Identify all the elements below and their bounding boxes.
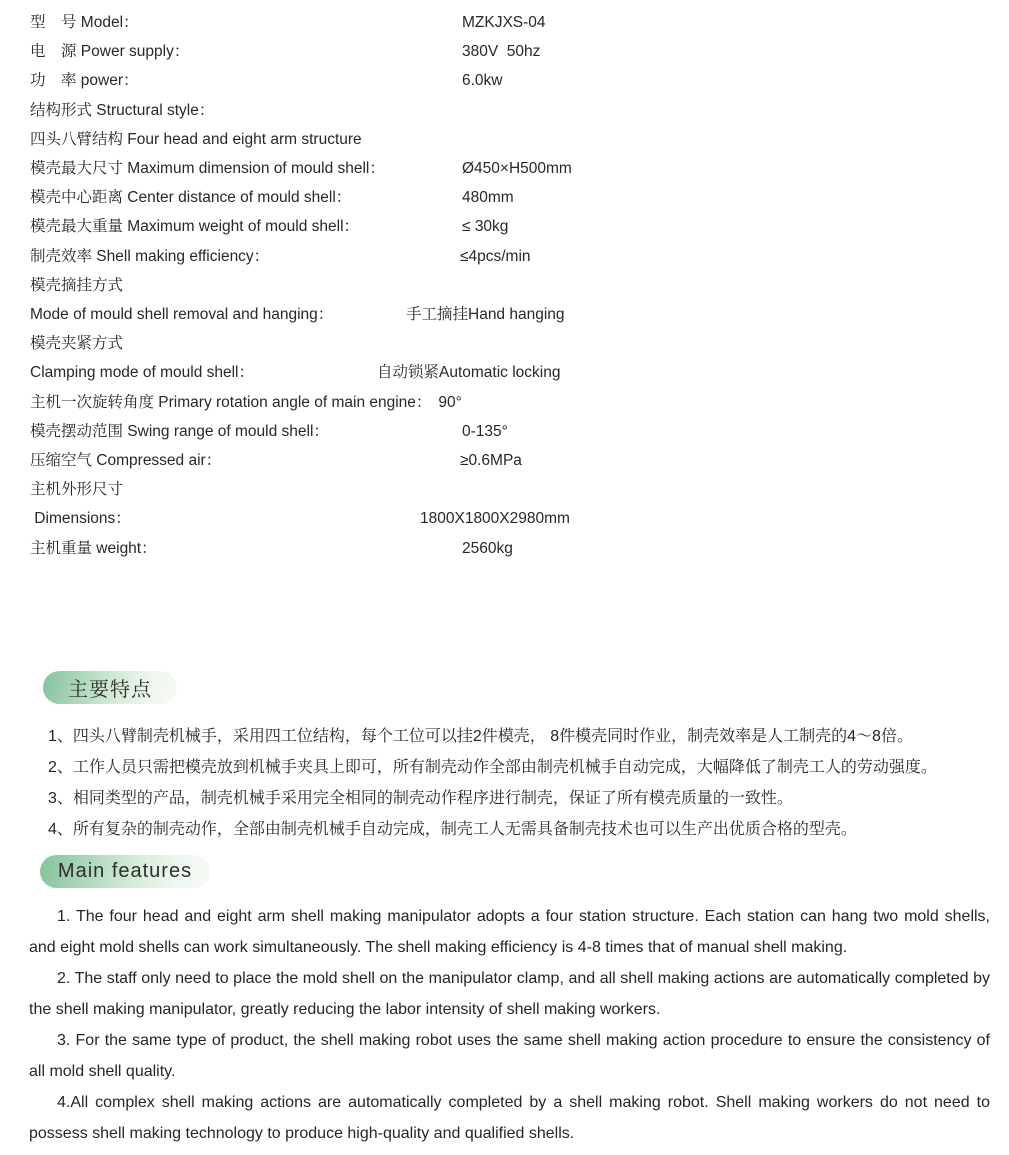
feature-paragraph-en: 1. The four head and eight arm shell making manipulator adopts a four station structure. Each station can hang two mold shells, and eight mold shells can work simultaneously. The shell making efficiency is 4-8 times that of manual shell making.: [29, 908, 990, 956]
spec-row: [0, 504, 1009, 533]
spec-row: [0, 125, 1009, 154]
spec-row: [0, 183, 1009, 212]
spec-label: 四头八臂结构 Four head and eight arm structure: [30, 131, 362, 148]
spec-label: 模壳夹紧方式: [30, 335, 124, 352]
spec-row: [0, 154, 1009, 183]
spec-label: 结构形式 Structural style：: [30, 102, 215, 119]
spec-row: [0, 300, 1009, 329]
spec-row: [0, 37, 1009, 66]
feature-paragraph-en: 3. For the same type of product, the shell making robot uses the same shell making action procedure to ensure the consistency of all mold shell quality.: [29, 1032, 990, 1080]
spec-label: 型 号 Model：: [30, 14, 139, 31]
spec-row: [0, 475, 1009, 504]
spec-label: 主机重量 weight：: [30, 540, 157, 557]
spec-value: ≤ 30kg: [462, 218, 509, 235]
spec-row: [0, 242, 1009, 271]
spec-row: [0, 212, 1009, 241]
section-badge-main-features-en: [40, 855, 210, 888]
spec-row: [0, 417, 1009, 446]
spec-label: 制壳效率 Shell making efficiency：: [30, 248, 270, 265]
feature-item-cn: 2、工作人员只需把模壳放到机械手夹具上即可，所有制壳动作全部由制壳机械手自动完成，大幅降低了制壳工人的劳动强度。: [48, 759, 937, 776]
spec-label: 功 率 power：: [30, 72, 139, 89]
spec-row: [0, 66, 1009, 95]
feature-paragraph-en: 2. The staff only need to place the mold shell on the manipulator clamp, and all shell making actions are automatically completed by the shell making manipulator, greatly reducing the labor intensity of shell making workers.: [29, 970, 990, 1018]
spec-value: 6.0kw: [462, 72, 503, 89]
spec-label: 主机一次旋转角度 Primary rotation angle of main engine： 90°: [30, 394, 462, 411]
section-badge-cn-label: 主要特点: [68, 679, 152, 701]
spec-row: [0, 8, 1009, 37]
spec-row: [0, 534, 1009, 563]
spec-label: 模壳最大尺寸 Maximum dimension of mould shell：: [30, 160, 385, 177]
spec-value: 90°: [438, 394, 462, 411]
spec-label: 模壳摆动范围 Swing range of mould shell：: [30, 423, 329, 440]
spec-label: Mode of mould shell removal and hanging：: [30, 306, 334, 323]
spec-label: 压缩空气 Compressed air：: [30, 452, 222, 469]
section-badge-en-label: Main features: [57, 860, 193, 882]
spec-value: 2560kg: [462, 540, 513, 557]
spec-row: [0, 358, 1009, 387]
feature-paragraph-en: 4.All complex shell making actions are automatically completed by a shell making robot. Shell making workers do not need to possess shell making technology to produce high-quality and qualified shells.: [29, 1094, 990, 1142]
section-badge-main-features-cn: [43, 671, 177, 704]
spec-row: [0, 96, 1009, 125]
spec-label: 电 源 Power supply：: [30, 43, 190, 60]
spec-row: [0, 271, 1009, 300]
spec-value: 1800X1800X2980mm: [420, 510, 570, 527]
spec-label: 模壳中心距离 Center distance of mould shell：: [30, 189, 352, 206]
feature-item-cn: 3、相同类型的产品，制壳机械手采用完全相同的制壳动作程序进行制壳，保证了所有模壳质量的一致性。: [48, 790, 793, 807]
spec-label: Dimensions：: [30, 510, 131, 527]
spec-value: 0-135°: [462, 423, 508, 440]
spec-value: ≥0.6MPa: [460, 452, 522, 469]
spec-value: 480mm: [462, 189, 514, 206]
spec-value: ≤4pcs/min: [460, 248, 531, 265]
spec-label: Clamping mode of mould shell：: [30, 364, 254, 381]
spec-row: [0, 446, 1009, 475]
spec-value: 手工摘挂Hand hanging: [406, 306, 565, 323]
spec-row: [0, 388, 1009, 417]
spec-label: 主机外形尺寸: [30, 481, 124, 498]
spec-label: 模壳最大重量 Maximum weight of mould shell：: [30, 218, 360, 235]
spec-label: 模壳摘挂方式: [30, 277, 124, 294]
feature-item-cn: 1、四头八臂制壳机械手，采用四工位结构，每个工位可以挂2件模壳， 8件模壳同时作业，制壳效率是人工制壳的4～8倍。: [48, 728, 913, 745]
spec-value: Ø450×H500mm: [462, 160, 572, 177]
spec-row: [0, 329, 1009, 358]
feature-item-cn: 4、所有复杂的制壳动作，全部由制壳机械手自动完成，制壳工人无需具备制壳技术也可以生产出优质合格的型壳。: [48, 821, 857, 838]
spec-value: MZKJXS-04: [462, 14, 546, 31]
spec-value: 380V 50hz: [462, 43, 541, 60]
spec-value: 自动锁紧Automatic locking: [377, 364, 561, 381]
features-paragraphs-en: [29, 901, 990, 1149]
